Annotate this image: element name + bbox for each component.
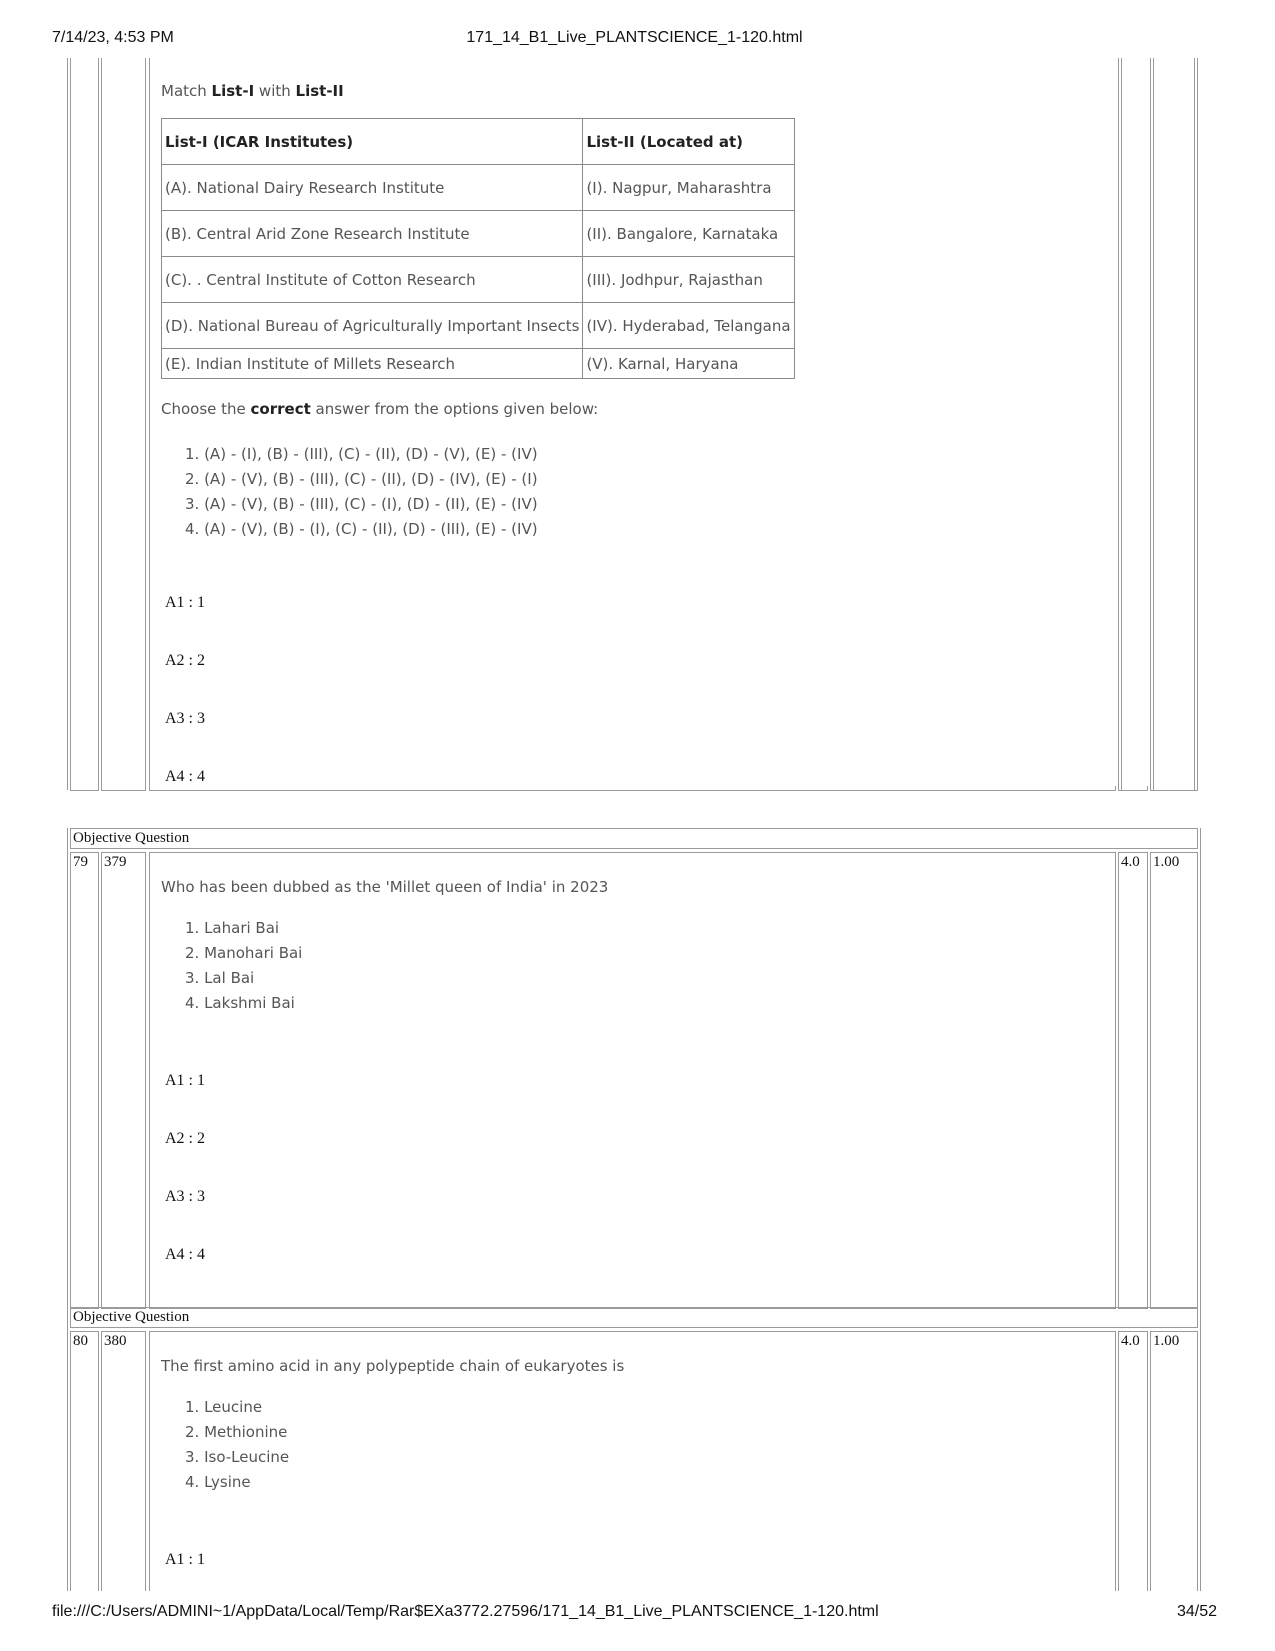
answer-key: A3 : 3 [165,710,205,727]
frame-line [1194,58,1195,790]
frame-line [149,58,150,790]
frame-line [1200,1307,1201,1591]
question-stem: The first amino acid in any polypeptide chain of eukaryotes is [161,1357,625,1375]
stem-text: Match [161,82,212,100]
match-table-header [162,119,795,165]
question-79-options [185,916,302,1016]
list1-cell: (B). Central Arid Zone Research Institute [162,211,583,257]
option-item: 1. Leucine [185,1398,263,1416]
cell-border [1118,786,1148,791]
question-serial: 80 [73,1333,88,1349]
question-stem: Who has been dubbed as the 'Millet queen of India' in 2023 [161,878,609,896]
option-item: 1. (A) - (I), (B) - (III), (C) - (II), (D) - (V), (E) - (IV) [185,445,538,463]
question-type-label: Objective Question [73,830,190,846]
marks-cell [1118,1331,1148,1591]
qid-cell [101,1331,146,1591]
stem-text: Choose the [161,400,251,418]
match-table-wrap [161,118,795,379]
option-item: 4. Lakshmi Bai [185,994,295,1012]
question-id: 380 [104,1333,127,1349]
frame-line [67,1307,68,1591]
print-doc-title: 171_14_B1_Live_PLANTSCIENCE_1-120.html [466,29,803,46]
list1-cell: (A). National Dairy Research Institute [162,165,583,211]
option-item: 1. Lahari Bai [185,919,280,937]
question-80-stem [161,1357,624,1375]
match-table-row [162,349,795,379]
negative-cell [1150,852,1198,1309]
match-table-row [162,303,795,349]
question-78-options [185,442,538,542]
marks-value: 4.0 [1121,1333,1140,1349]
serial-cell [70,1331,99,1591]
serial-cell [70,852,99,1309]
answer-key: A1 : 1 [165,1072,205,1089]
question-78-instruction [161,400,598,418]
print-header [52,29,1217,51]
cell-border [1150,786,1198,791]
list2-cell: (IV). Hyderabad, Telangana [583,303,794,349]
match-table-row [162,165,795,211]
question-type-row [70,828,1198,849]
answer-key: A4 : 4 [165,768,205,785]
option-item: 2. (A) - (V), (B) - (III), (C) - (II), (D) - (IV), (E) - (I) [185,470,538,488]
match-table [161,118,795,379]
list2-cell: (V). Karnal, Haryana [583,349,794,379]
question-80-options [185,1395,289,1495]
frame-line [1150,58,1151,790]
option-item: 4. Lysine [185,1473,251,1491]
header-list1: List-I (ICAR Institutes) [162,119,583,165]
option-item: 3. (A) - (V), (B) - (III), (C) - (I), (D) - (II), (E) - (IV) [185,495,538,513]
option-item: 2. Methionine [185,1423,288,1441]
answer-key: A1 : 1 [165,594,205,611]
match-table-row [162,211,795,257]
frame-line [67,828,68,1309]
header-list2: List-II (Located at) [583,119,794,165]
print-footer [52,1603,1217,1625]
cell-border [101,786,146,791]
option-item: 4. (A) - (V), (B) - (I), (C) - (II), (D) - (III), (E) - (IV) [185,520,538,538]
negative-cell [1150,1331,1198,1591]
answer-key: A2 : 2 [165,652,205,669]
question-id: 379 [104,854,127,870]
list2-cell: (II). Bangalore, Karnataka [583,211,794,257]
print-page-indicator: 34/52 [1176,1603,1217,1620]
list2-cell: (I). Nagpur, Maharashtra [583,165,794,211]
stem-bold: List-II [295,82,344,100]
stem-bold: correct [250,400,311,418]
frame-line [145,58,146,790]
question-type-label: Objective Question [73,1309,190,1325]
match-table-row [162,257,795,303]
question-type-row [70,1307,1198,1328]
option-item: 3. Iso-Leucine [185,1448,290,1466]
answer-key: A4 : 4 [165,1246,205,1263]
option-list [185,916,302,1016]
frame-line [1121,58,1122,790]
cell-border [70,786,99,791]
answer-key: A1 : 1 [165,1551,205,1568]
frame-line [1118,58,1119,790]
list1-cell: (E). Indian Institute of Millets Research [162,349,583,379]
print-file-path: file:///C:/Users/ADMINI~1/AppData/Local/Temp/Rar$EXa3772.27596/171_14_B1_Live_PLANTSCIENCE_1-120.html [52,1603,879,1620]
list1-cell: (D). National Bureau of Agriculturally Important Insects [162,303,583,349]
question-79-stem [161,878,608,896]
frame-line [1200,828,1201,1309]
frame-line [70,58,71,790]
frame-line [98,58,99,790]
stem-text: answer from the options given below: [310,400,599,418]
question-serial: 79 [73,854,88,870]
stem-bold: List-I [211,82,255,100]
answer-key: A2 : 2 [165,1130,205,1147]
question-stem [161,78,344,104]
option-list [185,1395,289,1495]
list2-cell: (III). Jodhpur, Rajasthan [583,257,794,303]
frame-line [1153,58,1154,790]
stem-text: with [254,82,296,100]
print-datetime: 7/14/23, 4:53 PM [52,29,174,46]
option-item: 3. Lal Bai [185,969,255,987]
question-78-content [161,78,344,104]
frame-line [67,58,68,790]
option-list [185,442,538,542]
list1-cell: (C). . Central Institute of Cotton Research [162,257,583,303]
frame-line [101,58,102,790]
qid-cell [101,852,146,1309]
frame-line [1197,58,1198,790]
negative-marks-value: 1.00 [1153,854,1180,870]
answer-key: A3 : 3 [165,1188,205,1205]
marks-value: 4.0 [1121,854,1140,870]
marks-cell [1118,852,1148,1309]
negative-marks-value: 1.00 [1153,1333,1180,1349]
option-item: 2. Manohari Bai [185,944,303,962]
cell-border [149,786,1116,791]
choose-text [161,400,598,418]
